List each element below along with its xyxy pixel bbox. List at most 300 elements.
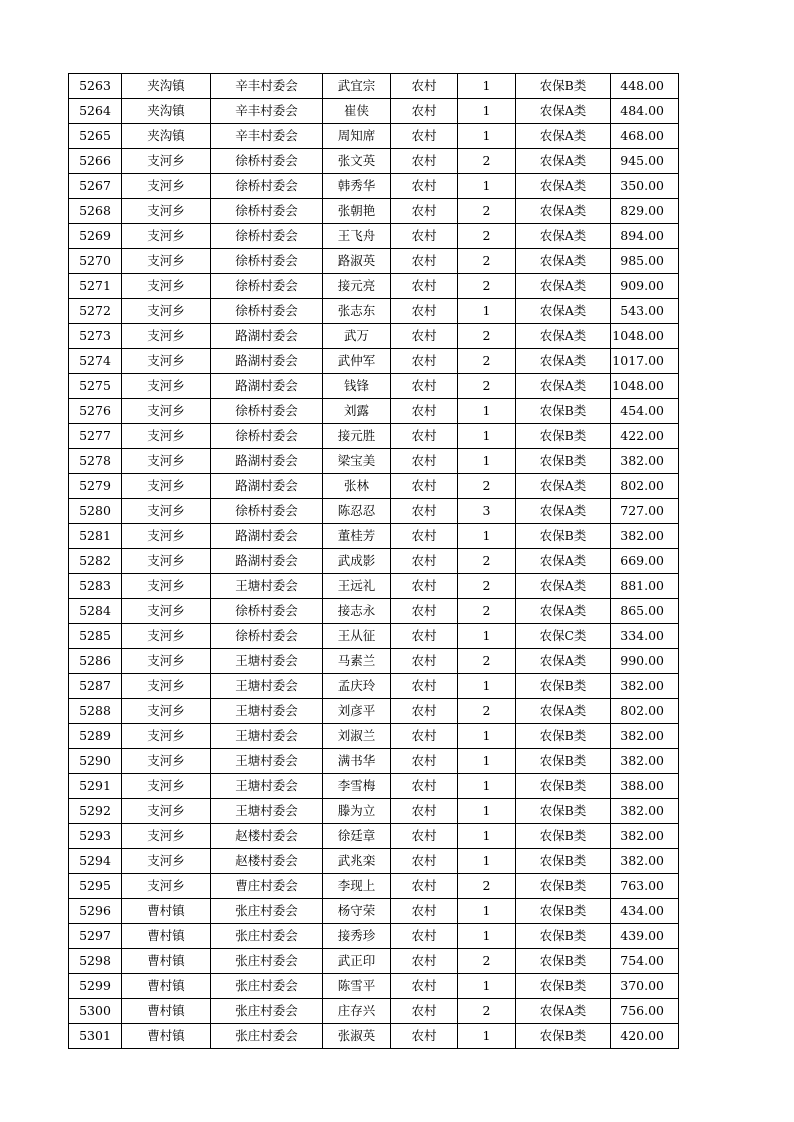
category-cell: 农保B类 [516,74,611,99]
area-cell: 农村 [391,349,458,374]
category-cell: 农保A类 [516,649,611,674]
household-size-cell: 2 [458,249,516,274]
name-cell: 武仲军 [323,349,391,374]
area-cell: 农村 [391,424,458,449]
town-cell: 曹村镇 [122,999,211,1024]
row-number-cell: 5277 [69,424,122,449]
household-size-cell: 2 [458,349,516,374]
category-cell: 农保B类 [516,799,611,824]
town-cell: 支河乡 [122,599,211,624]
row-number-cell: 5284 [69,599,122,624]
category-cell: 农保A类 [516,324,611,349]
name-cell: 满书华 [323,749,391,774]
table-row [69,374,679,399]
area-cell: 农村 [391,324,458,349]
village-cell: 徐桥村委会 [211,224,323,249]
area-cell: 农村 [391,749,458,774]
household-size-cell: 1 [458,74,516,99]
table-row [69,274,679,299]
area-cell: 农村 [391,599,458,624]
category-cell: 农保A类 [516,249,611,274]
name-cell: 武成影 [323,549,391,574]
row-number-cell: 5288 [69,699,122,724]
table-row [69,674,679,699]
household-size-cell: 1 [458,174,516,199]
category-cell: 农保B类 [516,974,611,999]
category-cell: 农保B类 [516,424,611,449]
table-body [69,74,679,1049]
area-cell: 农村 [391,74,458,99]
amount-cell: 945.00 [611,149,679,174]
amount-cell: 756.00 [611,999,679,1024]
category-cell: 农保B类 [516,899,611,924]
row-number-cell: 5296 [69,899,122,924]
data-table [68,73,679,1049]
table-row [69,849,679,874]
amount-cell: 1017.00 [611,349,679,374]
row-number-cell: 5271 [69,274,122,299]
table-row [69,174,679,199]
village-cell: 张庄村委会 [211,949,323,974]
table-row [69,149,679,174]
name-cell: 武兆栾 [323,849,391,874]
household-size-cell: 1 [458,449,516,474]
category-cell: 农保A类 [516,299,611,324]
name-cell: 庄存兴 [323,999,391,1024]
household-size-cell: 2 [458,474,516,499]
amount-cell: 382.00 [611,849,679,874]
village-cell: 徐桥村委会 [211,424,323,449]
household-size-cell: 2 [458,549,516,574]
name-cell: 陈忍忍 [323,499,391,524]
town-cell: 支河乡 [122,649,211,674]
area-cell: 农村 [391,449,458,474]
amount-cell: 881.00 [611,574,679,599]
category-cell: 农保A类 [516,699,611,724]
amount-cell: 382.00 [611,824,679,849]
amount-cell: 1048.00 [611,324,679,349]
town-cell: 支河乡 [122,549,211,574]
table-row [69,649,679,674]
village-cell: 张庄村委会 [211,899,323,924]
household-size-cell: 1 [458,724,516,749]
table-row [69,599,679,624]
name-cell: 王远礼 [323,574,391,599]
village-cell: 徐桥村委会 [211,149,323,174]
village-cell: 徐桥村委会 [211,249,323,274]
table-row [69,224,679,249]
row-number-cell: 5263 [69,74,122,99]
area-cell: 农村 [391,624,458,649]
row-number-cell: 5265 [69,124,122,149]
town-cell: 支河乡 [122,349,211,374]
village-cell: 路湖村委会 [211,374,323,399]
town-cell: 支河乡 [122,249,211,274]
area-cell: 农村 [391,974,458,999]
town-cell: 支河乡 [122,624,211,649]
household-size-cell: 1 [458,399,516,424]
amount-cell: 669.00 [611,549,679,574]
table-row [69,549,679,574]
village-cell: 张庄村委会 [211,999,323,1024]
row-number-cell: 5274 [69,349,122,374]
household-size-cell: 2 [458,999,516,1024]
village-cell: 徐桥村委会 [211,599,323,624]
town-cell: 支河乡 [122,824,211,849]
table-row [69,199,679,224]
category-cell: 农保A类 [516,149,611,174]
village-cell: 路湖村委会 [211,549,323,574]
town-cell: 支河乡 [122,574,211,599]
town-cell: 支河乡 [122,424,211,449]
category-cell: 农保A类 [516,499,611,524]
table-row [69,74,679,99]
name-cell: 韩秀华 [323,174,391,199]
name-cell: 武万 [323,324,391,349]
town-cell: 支河乡 [122,724,211,749]
row-number-cell: 5264 [69,99,122,124]
area-cell: 农村 [391,899,458,924]
row-number-cell: 5287 [69,674,122,699]
category-cell: 农保A类 [516,199,611,224]
row-number-cell: 5276 [69,399,122,424]
household-size-cell: 1 [458,824,516,849]
category-cell: 农保A类 [516,99,611,124]
amount-cell: 909.00 [611,274,679,299]
town-cell: 支河乡 [122,849,211,874]
category-cell: 农保B类 [516,824,611,849]
name-cell: 梁宝美 [323,449,391,474]
name-cell: 接元胜 [323,424,391,449]
household-size-cell: 2 [458,274,516,299]
table-row [69,874,679,899]
table-row [69,774,679,799]
category-cell: 农保A类 [516,999,611,1024]
amount-cell: 382.00 [611,724,679,749]
category-cell: 农保A类 [516,599,611,624]
table-row [69,824,679,849]
area-cell: 农村 [391,274,458,299]
name-cell: 徐廷章 [323,824,391,849]
name-cell: 接秀珍 [323,924,391,949]
row-number-cell: 5294 [69,849,122,874]
name-cell: 孟庆玲 [323,674,391,699]
row-number-cell: 5283 [69,574,122,599]
category-cell: 农保A类 [516,374,611,399]
name-cell: 崔侠 [323,99,391,124]
name-cell: 钱锋 [323,374,391,399]
household-size-cell: 2 [458,374,516,399]
amount-cell: 350.00 [611,174,679,199]
name-cell: 张淑英 [323,1024,391,1049]
row-number-cell: 5292 [69,799,122,824]
category-cell: 农保B类 [516,949,611,974]
town-cell: 支河乡 [122,699,211,724]
category-cell: 农保A类 [516,174,611,199]
row-number-cell: 5269 [69,224,122,249]
town-cell: 支河乡 [122,524,211,549]
category-cell: 农保C类 [516,624,611,649]
area-cell: 农村 [391,99,458,124]
amount-cell: 448.00 [611,74,679,99]
village-cell: 路湖村委会 [211,449,323,474]
village-cell: 王塘村委会 [211,774,323,799]
town-cell: 支河乡 [122,499,211,524]
row-number-cell: 5278 [69,449,122,474]
town-cell: 支河乡 [122,799,211,824]
household-size-cell: 1 [458,749,516,774]
table-row [69,924,679,949]
category-cell: 农保A类 [516,124,611,149]
amount-cell: 468.00 [611,124,679,149]
area-cell: 农村 [391,224,458,249]
area-cell: 农村 [391,849,458,874]
name-cell: 张文英 [323,149,391,174]
table-row [69,999,679,1024]
row-number-cell: 5295 [69,874,122,899]
category-cell: 农保A类 [516,349,611,374]
category-cell: 农保B类 [516,724,611,749]
village-cell: 王塘村委会 [211,574,323,599]
household-size-cell: 1 [458,624,516,649]
amount-cell: 763.00 [611,874,679,899]
town-cell: 支河乡 [122,199,211,224]
table-row [69,1024,679,1049]
household-size-cell: 1 [458,849,516,874]
area-cell: 农村 [391,374,458,399]
row-number-cell: 5289 [69,724,122,749]
category-cell: 农保B类 [516,524,611,549]
household-size-cell: 2 [458,574,516,599]
town-cell: 支河乡 [122,399,211,424]
amount-cell: 420.00 [611,1024,679,1049]
name-cell: 刘露 [323,399,391,424]
town-cell: 曹村镇 [122,899,211,924]
village-cell: 徐桥村委会 [211,399,323,424]
category-cell: 农保B类 [516,399,611,424]
area-cell: 农村 [391,774,458,799]
town-cell: 支河乡 [122,674,211,699]
name-cell: 王飞舟 [323,224,391,249]
table-row [69,974,679,999]
name-cell: 滕为立 [323,799,391,824]
household-size-cell: 2 [458,649,516,674]
category-cell: 农保B类 [516,874,611,899]
table-row [69,424,679,449]
name-cell: 周知席 [323,124,391,149]
row-number-cell: 5267 [69,174,122,199]
household-size-cell: 1 [458,924,516,949]
amount-cell: 382.00 [611,749,679,774]
name-cell: 武宜宗 [323,74,391,99]
household-size-cell: 3 [458,499,516,524]
town-cell: 支河乡 [122,274,211,299]
area-cell: 农村 [391,249,458,274]
category-cell: 农保A类 [516,549,611,574]
row-number-cell: 5270 [69,249,122,274]
amount-cell: 985.00 [611,249,679,274]
row-number-cell: 5281 [69,524,122,549]
amount-cell: 334.00 [611,624,679,649]
area-cell: 农村 [391,874,458,899]
area-cell: 农村 [391,399,458,424]
row-number-cell: 5290 [69,749,122,774]
table-row [69,299,679,324]
amount-cell: 727.00 [611,499,679,524]
name-cell: 李现上 [323,874,391,899]
amount-cell: 382.00 [611,449,679,474]
town-cell: 曹村镇 [122,924,211,949]
table-row [69,474,679,499]
row-number-cell: 5298 [69,949,122,974]
area-cell: 农村 [391,1024,458,1049]
town-cell: 支河乡 [122,474,211,499]
town-cell: 支河乡 [122,324,211,349]
name-cell: 陈雪平 [323,974,391,999]
area-cell: 农村 [391,524,458,549]
row-number-cell: 5300 [69,999,122,1024]
village-cell: 路湖村委会 [211,349,323,374]
category-cell: 农保B类 [516,774,611,799]
household-size-cell: 2 [458,224,516,249]
amount-cell: 894.00 [611,224,679,249]
amount-cell: 382.00 [611,674,679,699]
area-cell: 农村 [391,949,458,974]
village-cell: 张庄村委会 [211,1024,323,1049]
village-cell: 赵楼村委会 [211,824,323,849]
name-cell: 王从征 [323,624,391,649]
table-row [69,574,679,599]
village-cell: 张庄村委会 [211,974,323,999]
area-cell: 农村 [391,724,458,749]
table-row [69,524,679,549]
village-cell: 徐桥村委会 [211,199,323,224]
village-cell: 路湖村委会 [211,524,323,549]
amount-cell: 434.00 [611,899,679,924]
row-number-cell: 5299 [69,974,122,999]
village-cell: 辛丰村委会 [211,124,323,149]
name-cell: 张朝艳 [323,199,391,224]
row-number-cell: 5285 [69,624,122,649]
household-size-cell: 2 [458,199,516,224]
row-number-cell: 5279 [69,474,122,499]
table-row [69,799,679,824]
household-size-cell: 2 [458,599,516,624]
name-cell: 张林 [323,474,391,499]
table-row [69,699,679,724]
table-row [69,499,679,524]
household-size-cell: 1 [458,899,516,924]
row-number-cell: 5280 [69,499,122,524]
household-size-cell: 2 [458,874,516,899]
household-size-cell: 2 [458,324,516,349]
town-cell: 支河乡 [122,174,211,199]
amount-cell: 802.00 [611,699,679,724]
table-row [69,749,679,774]
area-cell: 农村 [391,299,458,324]
name-cell: 董桂芳 [323,524,391,549]
row-number-cell: 5297 [69,924,122,949]
category-cell: 农保B类 [516,849,611,874]
row-number-cell: 5273 [69,324,122,349]
amount-cell: 754.00 [611,949,679,974]
category-cell: 农保A类 [516,474,611,499]
table-row [69,124,679,149]
area-cell: 农村 [391,124,458,149]
area-cell: 农村 [391,674,458,699]
household-size-cell: 1 [458,1024,516,1049]
category-cell: 农保B类 [516,449,611,474]
village-cell: 张庄村委会 [211,924,323,949]
amount-cell: 382.00 [611,524,679,549]
row-number-cell: 5282 [69,549,122,574]
amount-cell: 484.00 [611,99,679,124]
amount-cell: 829.00 [611,199,679,224]
area-cell: 农村 [391,799,458,824]
amount-cell: 388.00 [611,774,679,799]
category-cell: 农保B类 [516,749,611,774]
town-cell: 夹沟镇 [122,124,211,149]
village-cell: 王塘村委会 [211,699,323,724]
table-row [69,399,679,424]
town-cell: 曹村镇 [122,949,211,974]
category-cell: 农保B类 [516,674,611,699]
household-size-cell: 2 [458,949,516,974]
household-size-cell: 1 [458,674,516,699]
town-cell: 曹村镇 [122,1024,211,1049]
town-cell: 支河乡 [122,149,211,174]
amount-cell: 543.00 [611,299,679,324]
table-row [69,324,679,349]
household-size-cell: 2 [458,149,516,174]
household-size-cell: 1 [458,524,516,549]
village-cell: 徐桥村委会 [211,174,323,199]
area-cell: 农村 [391,999,458,1024]
village-cell: 王塘村委会 [211,674,323,699]
amount-cell: 439.00 [611,924,679,949]
category-cell: 农保A类 [516,224,611,249]
amount-cell: 1048.00 [611,374,679,399]
table-row [69,624,679,649]
household-size-cell: 1 [458,99,516,124]
village-cell: 徐桥村委会 [211,624,323,649]
village-cell: 王塘村委会 [211,724,323,749]
table-row [69,949,679,974]
town-cell: 夹沟镇 [122,99,211,124]
row-number-cell: 5286 [69,649,122,674]
table-row [69,99,679,124]
area-cell: 农村 [391,174,458,199]
town-cell: 支河乡 [122,749,211,774]
village-cell: 路湖村委会 [211,474,323,499]
village-cell: 王塘村委会 [211,749,323,774]
area-cell: 农村 [391,549,458,574]
name-cell: 杨守荣 [323,899,391,924]
row-number-cell: 5266 [69,149,122,174]
village-cell: 赵楼村委会 [211,849,323,874]
town-cell: 支河乡 [122,874,211,899]
name-cell: 马素兰 [323,649,391,674]
category-cell: 农保B类 [516,1024,611,1049]
amount-cell: 422.00 [611,424,679,449]
household-size-cell: 1 [458,124,516,149]
amount-cell: 382.00 [611,799,679,824]
town-cell: 夹沟镇 [122,74,211,99]
row-number-cell: 5293 [69,824,122,849]
table-row [69,899,679,924]
row-number-cell: 5291 [69,774,122,799]
row-number-cell: 5301 [69,1024,122,1049]
